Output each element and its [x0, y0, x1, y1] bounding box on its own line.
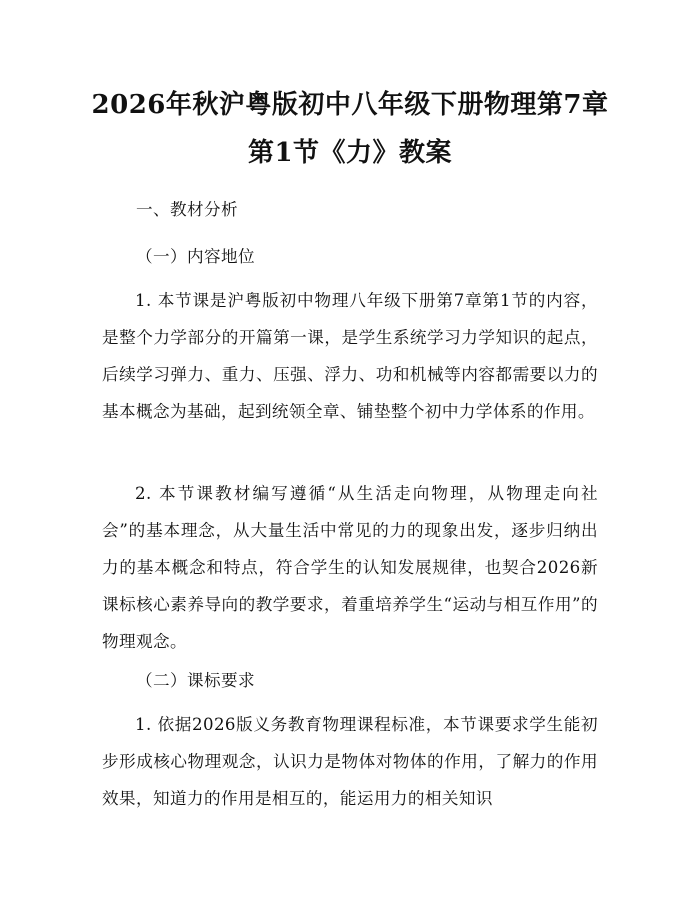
paragraph-1: 1. 本节课是沪粤版初中物理八年级下册第7章第1节的内容，是整个力学部分的开篇第一课，是学生系统学习力学知识的起点，后续学习弹力、重力、压强、浮力、功和机械等内容都需要以力的基本概念为基础，起到统领全章、铺垫整个初中力学体系的作用。 [102, 291, 598, 421]
subsection-heading-content-position: （一）内容地位 [136, 247, 255, 266]
subsection-heading-curriculum-requirements: （二）课标要求 [136, 671, 255, 690]
paragraph-2: 2. 本节课教材编写遵循“从生活走向物理，从物理走向社会”的基本理念，从大量生活中常见的力的现象出发，逐步归纳出力的基本概念和特点，符合学生的认知发展规律，也契合2026新课标核心素养导向的教学要求，着重培养学生“运动与相互作用”的物理观念。 [102, 484, 598, 651]
section-heading-textbook-analysis: 一、教材分析 [136, 200, 238, 219]
paragraph-3: 1. 依据2026版义务教育物理课程标准，本节课要求学生能初步形成核心物理观念，认识力是物体对物体的作用，了解力的作用效果，知道力的作用是相互的，能运用力的相关知识 [102, 715, 598, 808]
document-title-line-1: 2026年秋沪粤版初中八年级下册物理第7章 [91, 90, 609, 120]
document-title-line-2: 第1节《力》教案 [247, 138, 453, 168]
